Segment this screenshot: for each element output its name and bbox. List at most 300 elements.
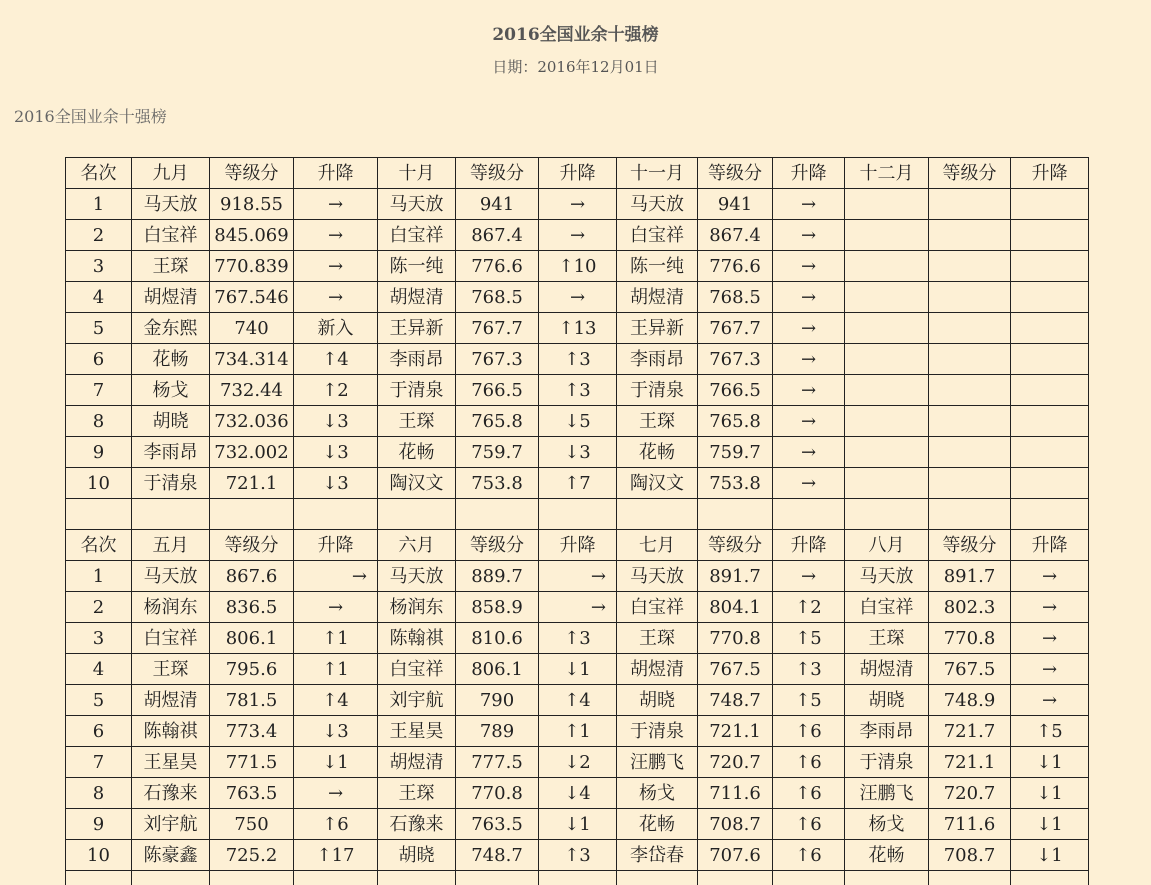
table-cell: → [773, 220, 845, 251]
table-cell: 10 [66, 840, 132, 871]
empty-cell [1011, 499, 1089, 530]
empty-cell [1011, 871, 1089, 885]
table-cell: 767.546 [210, 282, 294, 313]
table-cell: 777.5 [456, 747, 539, 778]
table-cell: 于清泉 [617, 716, 698, 747]
table-cell [929, 375, 1011, 406]
table-cell: 王琛 [378, 406, 456, 437]
table-cell: 李雨昂 [378, 344, 456, 375]
table-cell: 陶汉文 [617, 468, 698, 499]
table-cell: 马天放 [617, 189, 698, 220]
table-cell [929, 282, 1011, 313]
table-cell: → [773, 344, 845, 375]
table-cell [929, 437, 1011, 468]
table-cell [1011, 220, 1089, 251]
column-header: 等级分 [210, 158, 294, 189]
empty-cell [132, 499, 210, 530]
table-cell: → [773, 282, 845, 313]
table-cell [845, 406, 929, 437]
table-cell: 806.1 [210, 623, 294, 654]
table-row [66, 623, 1089, 654]
table-row [66, 840, 1089, 871]
column-header: 等级分 [456, 530, 539, 561]
table-cell: ↑3 [539, 344, 617, 375]
table-cell: → [294, 220, 378, 251]
empty-cell [210, 499, 294, 530]
table-cell: → [294, 592, 378, 623]
table-cell: → [294, 189, 378, 220]
page-date: 日期：2016年12月01日 [492, 58, 659, 76]
table-cell [845, 313, 929, 344]
table-cell: → [773, 468, 845, 499]
table-cell: 732.036 [210, 406, 294, 437]
table-cell: 5 [66, 685, 132, 716]
table-cell: ↓1 [539, 809, 617, 840]
table-cell: 889.7 [456, 561, 539, 592]
table-cell: → [1011, 685, 1089, 716]
table-cell: 杨戈 [617, 778, 698, 809]
table-cell: 王星昊 [378, 716, 456, 747]
table-cell [845, 344, 929, 375]
empty-cell [698, 871, 773, 885]
table-cell: ↓5 [539, 406, 617, 437]
table-cell: 马天放 [132, 189, 210, 220]
table-cell: 781.5 [210, 685, 294, 716]
table-cell: ↓3 [294, 406, 378, 437]
table-cell: ↓3 [294, 716, 378, 747]
table-cell: 胡晓 [845, 685, 929, 716]
table-cell: 3 [66, 623, 132, 654]
table-cell: 795.6 [210, 654, 294, 685]
column-header: 等级分 [929, 158, 1011, 189]
table-cell: 陶汉文 [378, 468, 456, 499]
table-cell [845, 468, 929, 499]
table-cell: 767.3 [698, 344, 773, 375]
column-header: 十二月 [845, 158, 929, 189]
header-row [66, 530, 1089, 561]
table-cell: 花畅 [617, 437, 698, 468]
table-cell: 759.7 [456, 437, 539, 468]
table-cell: 于清泉 [378, 375, 456, 406]
table-cell: 汪鹏飞 [845, 778, 929, 809]
empty-cell [617, 871, 698, 885]
table-cell: 李雨昂 [845, 716, 929, 747]
table-cell [929, 251, 1011, 282]
empty-cell [378, 871, 456, 885]
table-cell [1011, 189, 1089, 220]
table-cell: → [539, 561, 617, 592]
empty-cell [929, 871, 1011, 885]
table-cell: 花畅 [617, 809, 698, 840]
table-cell: 6 [66, 344, 132, 375]
table-cell [845, 437, 929, 468]
table-cell: 836.5 [210, 592, 294, 623]
table-cell: → [1011, 654, 1089, 685]
table-cell: 5 [66, 313, 132, 344]
table-cell: ↑3 [539, 375, 617, 406]
table-cell: 8 [66, 778, 132, 809]
table-cell: 胡煜清 [378, 747, 456, 778]
table-cell: ↑6 [773, 716, 845, 747]
table-cell: 胡晓 [132, 406, 210, 437]
table-cell: ↑7 [539, 468, 617, 499]
table-cell: 王琛 [845, 623, 929, 654]
column-header: 八月 [845, 530, 929, 561]
table-cell: 王星昊 [132, 747, 210, 778]
table-cell: 732.44 [210, 375, 294, 406]
table-cell: 776.6 [456, 251, 539, 282]
table-cell: 7 [66, 375, 132, 406]
table-cell: 753.8 [456, 468, 539, 499]
empty-cell [929, 499, 1011, 530]
table-cell: 胡煜清 [845, 654, 929, 685]
table-cell [929, 220, 1011, 251]
table-cell: 867.4 [456, 220, 539, 251]
table-cell: 708.7 [698, 809, 773, 840]
table-cell: 白宝祥 [378, 654, 456, 685]
table-cell: 767.5 [698, 654, 773, 685]
table-cell: 王异新 [617, 313, 698, 344]
table-cell: 765.8 [456, 406, 539, 437]
table-cell: ↑2 [773, 592, 845, 623]
table-cell: 马天放 [378, 189, 456, 220]
table-cell: 721.1 [929, 747, 1011, 778]
table-cell: 790 [456, 685, 539, 716]
empty-cell [845, 871, 929, 885]
table-cell [845, 375, 929, 406]
table-cell: 李雨昂 [132, 437, 210, 468]
column-header: 等级分 [698, 530, 773, 561]
table-cell: ↑4 [539, 685, 617, 716]
table-row [66, 592, 1089, 623]
table-cell: 734.314 [210, 344, 294, 375]
table-cell: 白宝祥 [378, 220, 456, 251]
table-cell: ↑3 [773, 654, 845, 685]
table-cell: 802.3 [929, 592, 1011, 623]
column-header: 升降 [294, 530, 378, 561]
table-cell [845, 251, 929, 282]
table-cell: 新入 [294, 313, 378, 344]
table-cell: 杨润东 [378, 592, 456, 623]
table-cell: ↓1 [1011, 778, 1089, 809]
table-cell: ↑3 [539, 623, 617, 654]
table-cell: → [1011, 623, 1089, 654]
table-cell: 陈一纯 [617, 251, 698, 282]
table-cell: 王琛 [617, 406, 698, 437]
table-row [66, 406, 1089, 437]
table-cell: 胡晓 [617, 685, 698, 716]
table-cell: 白宝祥 [617, 220, 698, 251]
table-cell: 721.1 [698, 716, 773, 747]
table-cell: ↑1 [294, 654, 378, 685]
table-cell [929, 189, 1011, 220]
table-cell: 陈豪鑫 [132, 840, 210, 871]
table-cell: 767.7 [698, 313, 773, 344]
column-header: 五月 [132, 530, 210, 561]
table-cell: 766.5 [456, 375, 539, 406]
table-row [66, 468, 1089, 499]
table-cell: 王琛 [378, 778, 456, 809]
table-cell: 867.6 [210, 561, 294, 592]
table-cell: 773.4 [210, 716, 294, 747]
table-cell: 于清泉 [617, 375, 698, 406]
table-cell: 770.8 [698, 623, 773, 654]
column-header: 十月 [378, 158, 456, 189]
table-cell: 马天放 [845, 561, 929, 592]
table-row [66, 685, 1089, 716]
table-cell: 708.7 [929, 840, 1011, 871]
table-cell: → [773, 313, 845, 344]
table-cell: → [294, 282, 378, 313]
table-row [66, 716, 1089, 747]
table-cell: 2 [66, 592, 132, 623]
table-cell: ↓3 [294, 437, 378, 468]
table-cell: ↓1 [539, 654, 617, 685]
table-row [66, 313, 1089, 344]
table-cell: 750 [210, 809, 294, 840]
table-cell: 768.5 [456, 282, 539, 313]
table-cell: 花畅 [132, 344, 210, 375]
table-cell: 王琛 [132, 654, 210, 685]
table-cell: → [294, 251, 378, 282]
table-cell: ↑10 [539, 251, 617, 282]
table-cell: 胡晓 [378, 840, 456, 871]
table-cell: ↑6 [773, 809, 845, 840]
table-cell: 9 [66, 809, 132, 840]
table-cell: → [1011, 561, 1089, 592]
table-cell [1011, 313, 1089, 344]
table-cell: 918.55 [210, 189, 294, 220]
table-cell: 941 [456, 189, 539, 220]
table-cell: 1 [66, 189, 132, 220]
table-cell: ↑2 [294, 375, 378, 406]
table-cell: 胡煜清 [617, 282, 698, 313]
empty-cell [773, 871, 845, 885]
table-cell: ↑5 [1011, 716, 1089, 747]
table-cell: 721.1 [210, 468, 294, 499]
table-cell [1011, 406, 1089, 437]
table-cell: 10 [66, 468, 132, 499]
column-header: 七月 [617, 530, 698, 561]
table-row [66, 375, 1089, 406]
table-cell: 胡煜清 [132, 282, 210, 313]
table-cell: 马天放 [132, 561, 210, 592]
column-header: 等级分 [929, 530, 1011, 561]
column-header: 十一月 [617, 158, 698, 189]
table-cell: 776.6 [698, 251, 773, 282]
empty-cell [210, 871, 294, 885]
table-cell: 810.6 [456, 623, 539, 654]
empty-cell [617, 499, 698, 530]
empty-cell [845, 499, 929, 530]
table-cell: 石豫来 [378, 809, 456, 840]
table-cell: 867.4 [698, 220, 773, 251]
table-cell: → [773, 437, 845, 468]
table-cell: 740 [210, 313, 294, 344]
table-cell [845, 189, 929, 220]
table-cell: ↓1 [1011, 747, 1089, 778]
spacer-row [66, 499, 1089, 530]
table-cell: 马天放 [378, 561, 456, 592]
table-cell: 720.7 [698, 747, 773, 778]
table-cell: 759.7 [698, 437, 773, 468]
column-header: 六月 [378, 530, 456, 561]
table-cell: ↑5 [773, 685, 845, 716]
table-cell: 753.8 [698, 468, 773, 499]
empty-cell [773, 499, 845, 530]
table-cell: → [539, 189, 617, 220]
table-cell: 8 [66, 406, 132, 437]
table-cell: ↑6 [294, 809, 378, 840]
empty-cell [294, 499, 378, 530]
table-cell: 4 [66, 282, 132, 313]
table-cell: ↓2 [539, 747, 617, 778]
table-cell: 763.5 [456, 809, 539, 840]
column-header: 等级分 [456, 158, 539, 189]
table-cell [845, 220, 929, 251]
table-cell: 王琛 [617, 623, 698, 654]
table-cell: 白宝祥 [617, 592, 698, 623]
table-cell: 白宝祥 [845, 592, 929, 623]
table-cell: 767.3 [456, 344, 539, 375]
table-cell: 766.5 [698, 375, 773, 406]
table-cell: 767.7 [456, 313, 539, 344]
table-cell: ↑4 [294, 685, 378, 716]
table-cell: 891.7 [929, 561, 1011, 592]
table-row [66, 809, 1089, 840]
table-cell: 748.7 [698, 685, 773, 716]
table-cell [929, 344, 1011, 375]
empty-cell [294, 871, 378, 885]
table-row [66, 654, 1089, 685]
table-cell: 711.6 [929, 809, 1011, 840]
table-cell: 陈翰祺 [378, 623, 456, 654]
table-cell: 李雨昂 [617, 344, 698, 375]
table-cell: 707.6 [698, 840, 773, 871]
table-cell: 748.7 [456, 840, 539, 871]
column-header: 等级分 [698, 158, 773, 189]
table-cell: 陈一纯 [378, 251, 456, 282]
table-cell: 1 [66, 561, 132, 592]
table-cell: 白宝祥 [132, 220, 210, 251]
table-cell: → [539, 592, 617, 623]
table-cell: 金东熙 [132, 313, 210, 344]
table-cell: ↑6 [773, 747, 845, 778]
table-cell: 804.1 [698, 592, 773, 623]
table-cell: 725.2 [210, 840, 294, 871]
column-header: 等级分 [210, 530, 294, 561]
empty-cell [698, 499, 773, 530]
table-cell: → [539, 282, 617, 313]
table-cell: 806.1 [456, 654, 539, 685]
table-cell: 858.9 [456, 592, 539, 623]
table-cell: ↑13 [539, 313, 617, 344]
column-header: 升降 [539, 530, 617, 561]
table-cell: ↓1 [1011, 809, 1089, 840]
table-cell: 刘宇航 [378, 685, 456, 716]
table-cell: 杨戈 [132, 375, 210, 406]
table-cell: 杨润东 [132, 592, 210, 623]
table-cell: 胡煜清 [132, 685, 210, 716]
ranking-table [65, 157, 1089, 885]
table-cell: ↓4 [539, 778, 617, 809]
table-cell: ↑6 [773, 778, 845, 809]
table-row [66, 220, 1089, 251]
table-row [66, 437, 1089, 468]
table-cell: → [773, 406, 845, 437]
table-cell: ↑5 [773, 623, 845, 654]
table-cell [929, 468, 1011, 499]
column-header: 升降 [1011, 530, 1089, 561]
table-cell: 770.8 [456, 778, 539, 809]
empty-cell [456, 871, 539, 885]
table-cell: → [539, 220, 617, 251]
table-cell: ↑17 [294, 840, 378, 871]
table-row [66, 251, 1089, 282]
table-cell: → [294, 778, 378, 809]
empty-cell [539, 871, 617, 885]
table-cell: 767.5 [929, 654, 1011, 685]
table-cell: 765.8 [698, 406, 773, 437]
table-cell: 花畅 [845, 840, 929, 871]
table-cell: 721.7 [929, 716, 1011, 747]
table-cell: 杨戈 [845, 809, 929, 840]
table-cell: 陈翰祺 [132, 716, 210, 747]
table-row [66, 747, 1089, 778]
table-cell: 王异新 [378, 313, 456, 344]
table-row [66, 778, 1089, 809]
table-cell: 李岱春 [617, 840, 698, 871]
table-cell: 891.7 [698, 561, 773, 592]
table-cell: 4 [66, 654, 132, 685]
table-cell: ↑1 [294, 623, 378, 654]
table-cell: → [773, 561, 845, 592]
table-cell: 7 [66, 747, 132, 778]
table-cell: 763.5 [210, 778, 294, 809]
table-cell: 941 [698, 189, 773, 220]
table-cell [1011, 344, 1089, 375]
table-cell: 768.5 [698, 282, 773, 313]
table-cell: 9 [66, 437, 132, 468]
table-cell: ↑4 [294, 344, 378, 375]
column-header: 升降 [539, 158, 617, 189]
table-cell: ↑6 [773, 840, 845, 871]
table-cell: 汪鹏飞 [617, 747, 698, 778]
table-cell: ↑1 [539, 716, 617, 747]
table-cell: 于清泉 [132, 468, 210, 499]
table-cell: 748.9 [929, 685, 1011, 716]
table-cell [1011, 251, 1089, 282]
column-header: 名次 [66, 530, 132, 561]
table-cell: 胡煜清 [617, 654, 698, 685]
table-cell [1011, 437, 1089, 468]
table-cell: 3 [66, 251, 132, 282]
column-header: 名次 [66, 158, 132, 189]
table-cell: 刘宇航 [132, 809, 210, 840]
empty-cell [539, 499, 617, 530]
table-row [66, 344, 1089, 375]
table-cell [845, 282, 929, 313]
table-cell [929, 313, 1011, 344]
table-cell: 720.7 [929, 778, 1011, 809]
page-title: 2016全国业余十强榜 [492, 25, 659, 45]
table-cell: 845.069 [210, 220, 294, 251]
empty-cell [66, 499, 132, 530]
table-cell: ↑3 [539, 840, 617, 871]
table-cell: 花畅 [378, 437, 456, 468]
table-cell: 于清泉 [845, 747, 929, 778]
table-cell: → [773, 375, 845, 406]
